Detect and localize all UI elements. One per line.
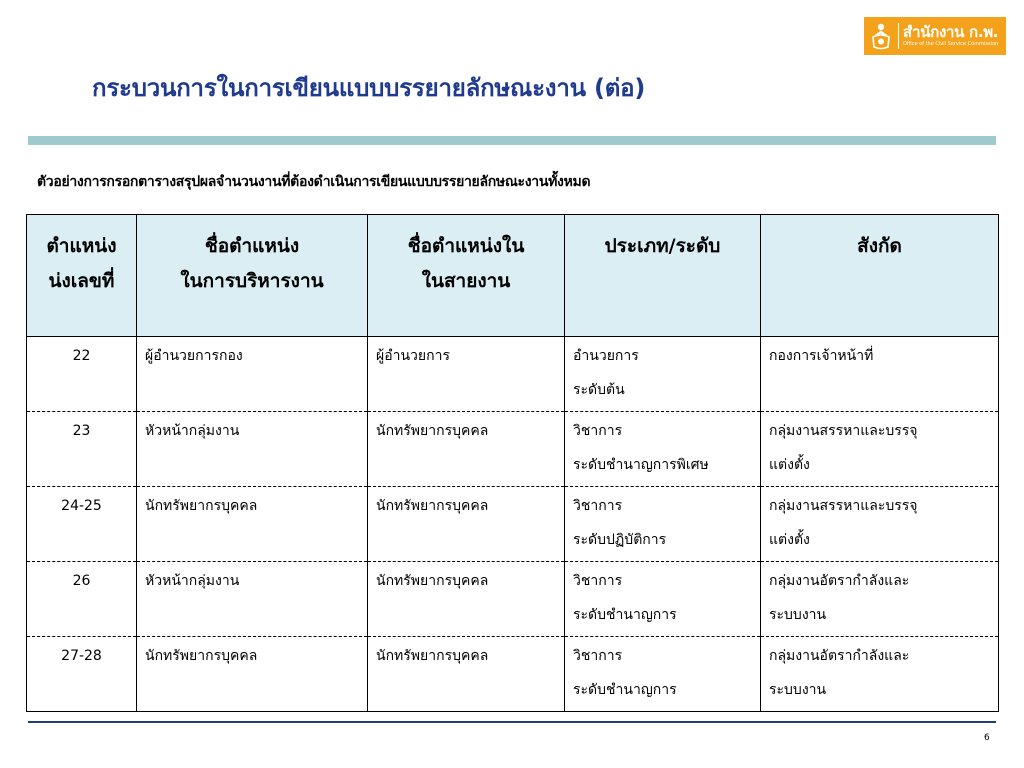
cell-type-level: วิชาการ ระดับชำนาญการ [565,637,761,712]
table-row [27,337,999,412]
garuda-seal-icon [868,21,894,51]
header-affiliation: สังกัด [761,215,999,337]
header-position-number: ตำแหน่ง น่งเลขที่ [27,215,137,337]
cell-affiliation: กลุ่มงานสรรหาและบรรจุ แต่งตั้ง [761,412,999,487]
page-number: 6 [984,733,990,743]
slide-title: กระบวนการในการเขียนแบบบรรยายลักษณะงาน (ต่อ) [92,74,646,102]
cell-management-position-name: นักทรัพยากรบุคคล [137,487,368,562]
office-logo [864,17,1006,55]
cell-affiliation: กองการเจ้าหน้าที่ [761,337,999,412]
cell-management-position-name: หัวหน้ากลุ่มงาน [137,412,368,487]
cell-type-level: วิชาการ ระดับชำนาญการ [565,562,761,637]
cell-position-number: 27-28 [27,637,137,712]
cell-management-position-name: นักทรัพยากรบุคคล [137,637,368,712]
logo-text [903,25,998,47]
table-row [27,412,999,487]
cell-line-position-name: ผู้อำนวยการ [368,337,565,412]
table-row [27,562,999,637]
cell-affiliation: กลุ่มงานสรรหาและบรรจุ แต่งตั้ง [761,487,999,562]
table-row [27,487,999,562]
cell-type-level: อำนวยการ ระดับต้น [565,337,761,412]
cell-line-position-name: นักทรัพยากรบุคคล [368,562,565,637]
cell-position-number: 22 [27,337,137,412]
header-type-level: ประเภท/ระดับ [565,215,761,337]
table-row [27,637,999,712]
cell-line-position-name: นักทรัพยากรบุคคล [368,487,565,562]
logo-divider [898,23,899,49]
cell-affiliation: กลุ่มงานอัตรากำลังและ ระบบงาน [761,637,999,712]
cell-position-number: 23 [27,412,137,487]
logo-name: สำนักงาน ก.พ. [903,23,999,41]
logo-subtext: Office of the Civil Service Commission [903,41,999,47]
cell-management-position-name: ผู้อำนวยการกอง [137,337,368,412]
header-management-position-name: ชื่อตำแหน่ง ในการบริหารงาน [137,215,368,337]
title-accent-bar [28,136,996,145]
cell-type-level: วิชาการ ระดับชำนาญการพิเศษ [565,412,761,487]
cell-position-number: 24-25 [27,487,137,562]
cell-management-position-name: หัวหน้ากลุ่มงาน [137,562,368,637]
cell-position-number: 26 [27,562,137,637]
footer-divider [28,721,996,723]
cell-line-position-name: นักทรัพยากรบุคคล [368,637,565,712]
table-caption: ตัวอย่างการกรอกตารางสรุปผลจำนวนงานที่ต้องดำเนินการเขียนแบบบรรยายลักษณะงานทั้งหมด [37,174,591,190]
position-summary-table [26,214,999,712]
cell-line-position-name: นักทรัพยากรบุคคล [368,412,565,487]
header-line-position-name: ชื่อตำแหน่งใน ในสายงาน [368,215,565,337]
table-header-row [27,215,999,337]
cell-affiliation: กลุ่มงานอัตรากำลังและ ระบบงาน [761,562,999,637]
cell-type-level: วิชาการ ระดับปฏิบัติการ [565,487,761,562]
